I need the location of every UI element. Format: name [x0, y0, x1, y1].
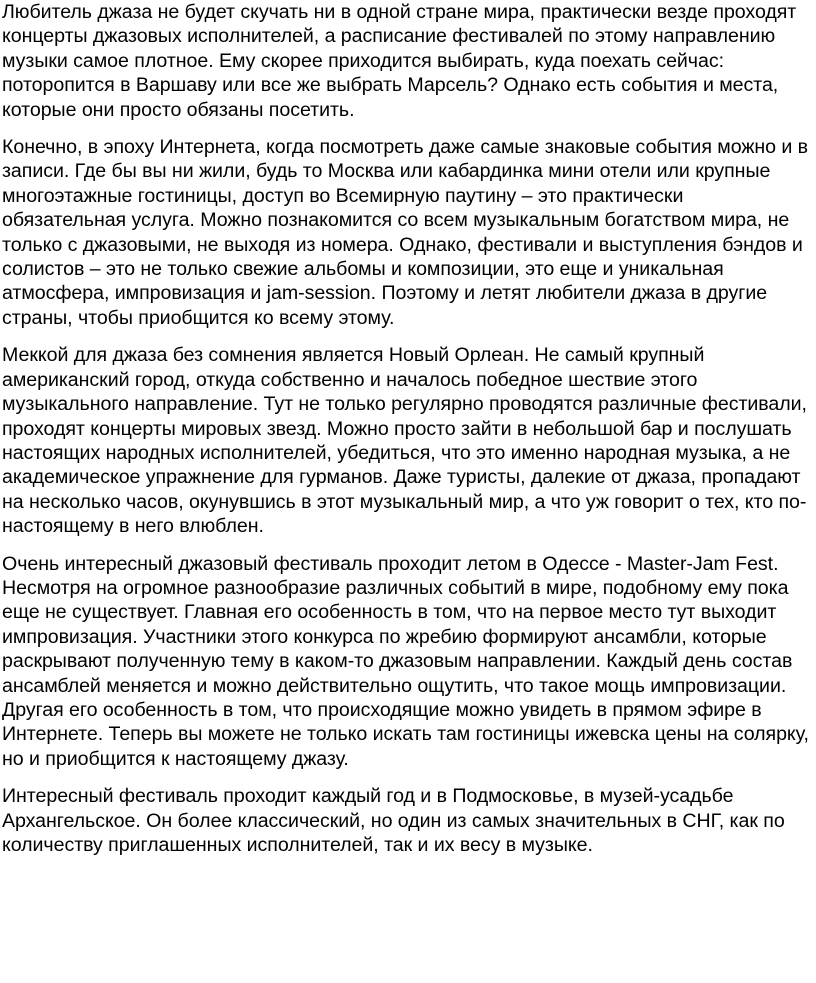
paragraph-3: Меккой для джаза без сомнения является Новый Орлеан. Не самый крупный американский город, откуда собственно и началось победное шествие этого музыкального направление. Тут не только регулярно проводятся различные фестивали, проходят концерты мировых звезд. Можно просто зайти в небольшой бар и послушать настоящих народных исполнителей, убедиться, что это именно народная музыка, а не академическое упражнение для гурманов. Даже туристы, далекие от джаза, пропадают на несколько часов, окунувшись в этот музыкальный мир, а что уж говорит о тех, кто по-настоящему в него влюблен.: [2, 344, 807, 538]
article-body: [2, 0, 810, 857]
paragraph-4: Очень интересный джазовый фестиваль проходит летом в Одессе - Master-Jam Fest. Несмотря на огромное разнообразие различных событий в мире, подобному ему пока еще не существует. Главная его особенность в том, что на первое место тут выходит импровизация. Участники этого конкурса по жребию формируют ансамбли, которые раскрывают полученную тему в каком-то джазовым направлении. Каждый день состав ансамблей меняется и можно действительно ощутить, что такое мощь импровизации. Другая его особенность в том, что происходящие можно увидеть в прямом эфире в Интернете. Теперь вы можете не только искать там гостиницы ижевска цены на солярку, но и приобщится к настоящему джазу.: [2, 552, 809, 770]
paragraph-2: Конечно, в эпоху Интернета, когда посмотреть даже самые знаковые события можно и в записи. Где бы вы ни жили, будь то Москва или кабардинка мини отели или крупные многоэтажные гостиницы, доступ во Всемирную паутину – это практически обязательная услуга. Можно познакомится со всем музыкальным богатством мира, не только с джазовыми, не выходя из номера. Однако, фестивали и выступления бэндов и солистов – это не только свежие альбомы и композиции, это еще и уникальная атмосфера, импровизация и jam-session. Поэтому и летят любители джаза в другие страны, чтобы приобщится ко всему этому.: [2, 136, 809, 329]
paragraph-5: Интересный фестиваль проходит каждый год и в Подмосковье, в музей-усадьбе Архангельское. Он более классический, но один из самых значительных в СНГ, как по количеству приглашенных исполнителей, так и их весу в музыке.: [2, 785, 785, 856]
paragraph-1: Любитель джаза не будет скучать ни в одной стране мира, практически везде проходят концерты джазовых исполнителей, а расписание фестивалей по этому направлению музыки самое плотное. Ему скорее приходится выбирать, куда поехать сейчас: поторопится в Варшаву или все же выбрать Марсель? Однако есть события и места, которые они просто обязаны посетить.: [2, 1, 797, 121]
